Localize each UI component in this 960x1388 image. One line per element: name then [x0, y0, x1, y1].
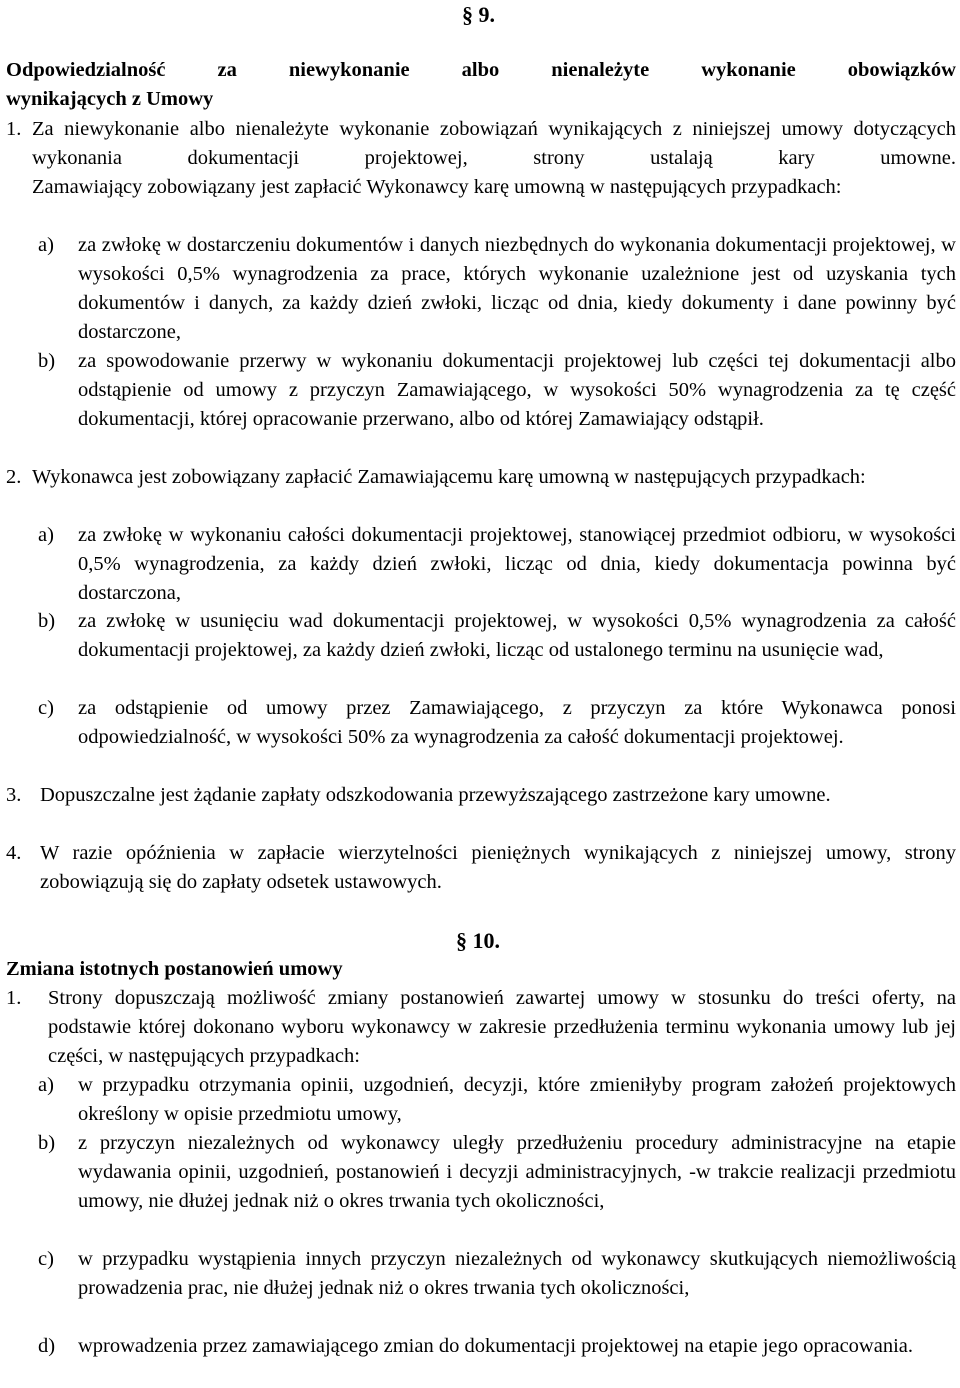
sec9-p4-number: 4. [6, 842, 22, 864]
sec9-p1-item-a-text: za zwłokę w dostarczeniu dokumentów i danych niezbędnych do wykonania dokumentacji projektowej, w wysokości 0,5% wynagrodzenia za prace, których wykonanie uzależnione jest od uzyskania tych dokumentów i danych, za każdy dzień zwłoki, licząc od dnia, kiedy dokumenty i dane powinny być dostarczone, [78, 234, 956, 343]
sec9-p2-item-a-text: za zwłokę w wykonaniu całości dokumentacji projektowej, stanowiącej przedmiot odbioru, w wysokości 0,5% wynagrodzenia, za każdy dzień zwłoki, licząc od dnia, kiedy dokumentacja powinna być dostarczona, [78, 524, 956, 604]
sec10-p1-item-d [38, 1332, 956, 1361]
sec9-p2-item-b [38, 607, 956, 665]
sec9-p1 [6, 115, 956, 173]
sec9-p2-item-b-label: b) [38, 610, 56, 632]
sec9-p2-item-c-text: za odstąpienie od umowy przez Zamawiającego, z przyczyn za które Wykonawca ponosi odpowiedzialność, w wysokości 50% za wynagrodzenia za całość dokumentacji projektowej. [78, 697, 956, 748]
sec10-p1-item-a [38, 1071, 956, 1129]
sec10-p1-item-d-label: d) [38, 1335, 56, 1357]
section-10-title: Zmiana istotnych postanowień umowy [6, 958, 343, 980]
sec10-p1-number: 1. [6, 987, 22, 1009]
sec9-p1-item-a [38, 231, 956, 347]
section-9-heading: § 9. [462, 2, 495, 27]
sec9-p1-item-b [38, 347, 956, 434]
sec10-p1-item-b [38, 1129, 956, 1216]
sec9-p2-number: 2. [6, 466, 22, 488]
sec10-p1-item-b-text: z przyczyn niezależnych od wykonawcy uległy przedłużeniu procedury administracyjne na etapie wydawania opinii, uzgodnień, postanowień i decyzji administracyjnych, -w trakcie realizacji przedmiotu umowy, nie dłużej jednak niż o okres trwania tych okoliczności, [78, 1132, 956, 1212]
sec9-p1-text: Za niewykonanie albo nienależyte wykonanie zobowiązań wynikających z niniejszej umowy dotyczących wykonania dokumentacji projektowej, strony ustalają kary umowne. [32, 118, 956, 169]
sec9-p2-item-c [38, 694, 956, 752]
sec9-p1-item-a-label: a) [38, 234, 54, 256]
sec9-p4 [6, 839, 956, 897]
sec9-p2-item-b-text: za zwłokę w usunięciu wad dokumentacji projektowej, w wysokości 0,5% wynagrodzenia za całość dokumentacji projektowej, za każdy dzień zwłoki, licząc od ustalonego terminu na usunięcie wad, [78, 610, 956, 661]
sec9-p1-text2: Zamawiający zobowiązany jest zapłacić Wykonawcy karę umowną w następujących przypadkach: [32, 176, 842, 198]
sec9-p2-item-a-label: a) [38, 524, 54, 546]
sec10-p1-item-c-label: c) [38, 1248, 54, 1270]
section-9-title-line1: Odpowiedzialność za niewykonanie albo nienależyte wykonanie obowiązków [6, 59, 956, 81]
sec9-p2-item-a [38, 521, 956, 608]
sec10-p1 [6, 984, 956, 1071]
sec9-p3-number: 3. [6, 784, 22, 806]
sec9-p2-item-c-label: c) [38, 697, 54, 719]
sec10-p1-item-a-text: w przypadku otrzymania opinii, uzgodnień, decyzji, które zmieniłyby program założeń projektowych określony w opisie przedmiotu umowy, [78, 1074, 956, 1125]
sec10-p1-item-c-text: w przypadku wystąpienia innych przyczyn niezależnych od wykonawcy skutkujących niemożliwością prowadzenia prac, nie dłużej jednak niż o okres trwania tych okoliczności, [78, 1248, 956, 1299]
sec9-p1-item-b-label: b) [38, 350, 56, 372]
sec10-p1-item-d-text: wprowadzenia przez zamawiającego zmian do dokumentacji projektowej na etapie jego opracowania. [78, 1335, 913, 1357]
section-10-heading: § 10. [456, 928, 500, 953]
sec9-p2-text: Wykonawca jest zobowiązany zapłacić Zamawiającemu karę umowną w następujących przypadkach: [32, 466, 866, 488]
sec9-p2 [6, 463, 956, 492]
sec9-p1-number: 1. [6, 118, 22, 140]
sec10-p1-item-c [38, 1245, 956, 1303]
sec9-p3 [6, 781, 956, 810]
sec9-p4-text: W razie opóźnienia w zapłacie wierzytelności pieniężnych wynikających z niniejszej umowy, strony zobowiązują się do zapłaty odsetek ustawowych. [40, 842, 956, 893]
sec10-p1-item-b-label: b) [38, 1132, 56, 1154]
sec10-p1-item-a-label: a) [38, 1074, 54, 1096]
section-9-title-line2: wynikających z Umowy [6, 88, 214, 110]
sec9-p3-text: Dopuszczalne jest żądanie zapłaty odszkodowania przewyższającego zastrzeżone kary umowne. [40, 784, 831, 806]
sec9-p1-item-b-text: za spowodowanie przerwy w wykonaniu dokumentacji projektowej lub części tej dokumentacji albo odstąpienie od umowy z przyczyn Zamawiającego, w wysokości 50% wynagrodzenia za tę część dokumentacji, której opracowanie przerwano, albo od której Zamawiający odstąpił. [78, 350, 956, 430]
sec10-p1-text: Strony dopuszczają możliwość zmiany postanowień zawartej umowy w stosunku do treści oferty, na podstawie której dokonano wyboru wykonawcy w zakresie przedłużenia terminu wykonania umowy lub jej części, w następujących przypadkach: [48, 987, 956, 1067]
